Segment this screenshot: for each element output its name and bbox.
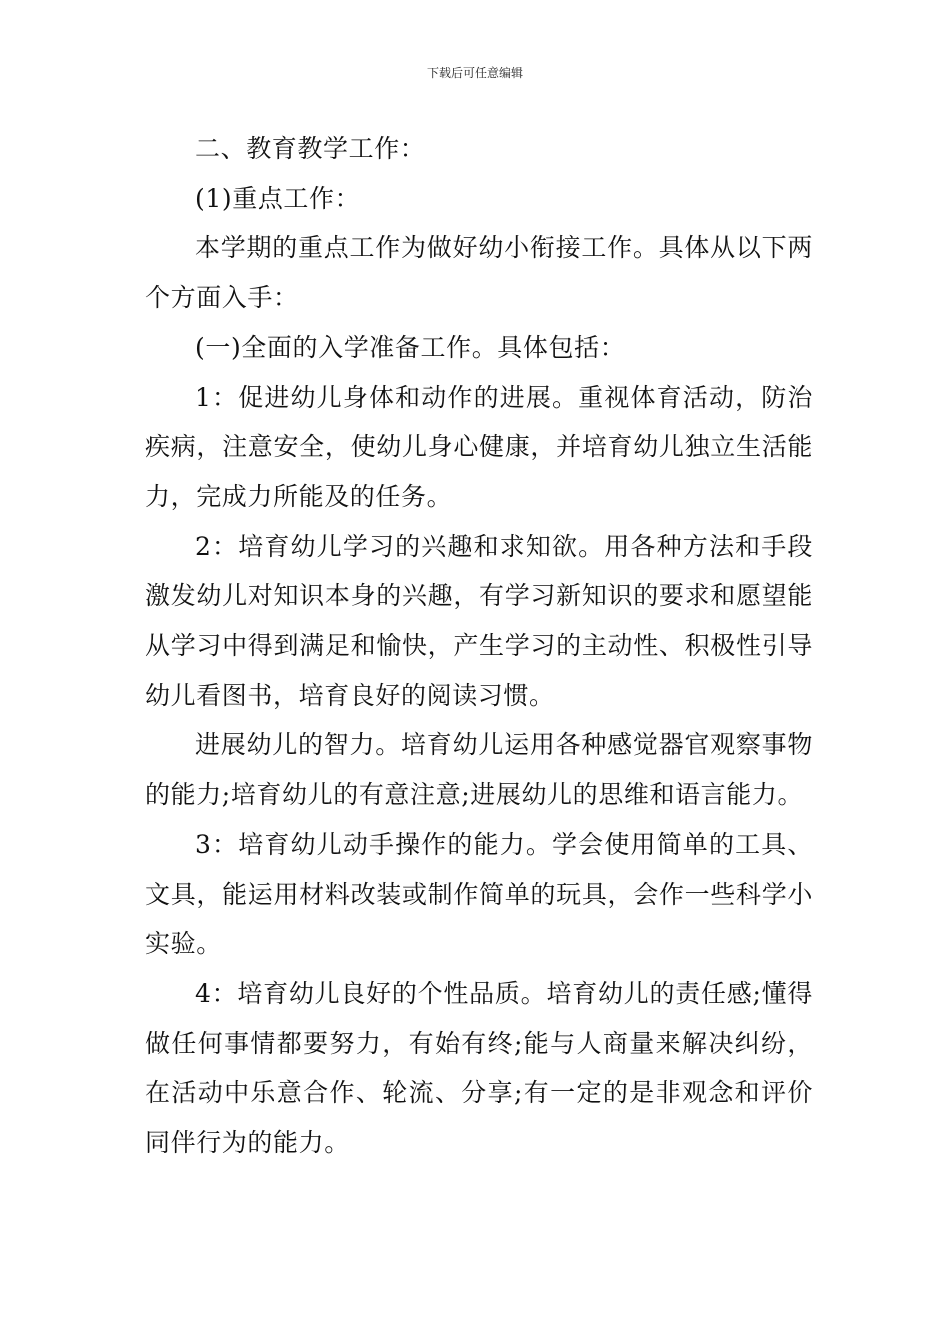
section-heading: 二、教育教学工作：	[195, 134, 426, 163]
page-header-note: 下载后可任意编辑	[426, 66, 523, 80]
paragraph-item-1: 1：促进幼儿身体和动作的进展。重视体育活动，防治疾病，注意安全，使幼儿身心健康，并培育幼儿独立生活能力，完成力所能及的任务。	[145, 382, 813, 511]
document-body	[145, 124, 813, 1168]
paragraph-item-2: 2：培育幼儿学习的兴趣和求知欲。用各种方法和手段激发幼儿对知识本身的兴趣，有学习新知识的要求和愿望能从学习中得到满足和愉快，产生学习的主动性、积极性引导幼儿看图书，培育良好的阅读习惯。	[145, 531, 813, 710]
paragraph-intro: 本学期的重点工作为做好幼小衔接工作。具体从以下两个方面入手：	[145, 233, 813, 313]
subsection-heading: (1)重点工作：	[195, 183, 361, 213]
paragraph-item-4: 4：培育幼儿良好的个性品质。培育幼儿的责任感;懂得做任何事情都要努力，有始有终;能与人商量来解决纠纷，在活动中乐意合作、轮流、分享;有一定的是非观念和评价同伴行为的能力。	[145, 978, 813, 1158]
paragraph-item-3: 3：培育幼儿动手操作的能力。学会使用简单的工具、文具，能运用材料改装或制作简单的玩具，会作一些科学小实验。	[145, 829, 813, 959]
paragraph-intelligence: 进展幼儿的智力。培育幼儿运用各种感觉器官观察事物的能力;培育幼儿的有意注意;进展幼儿的思维和语言能力。	[145, 730, 813, 810]
paragraph-subheading: (一)全面的入学准备工作。具体包括：	[195, 332, 626, 362]
